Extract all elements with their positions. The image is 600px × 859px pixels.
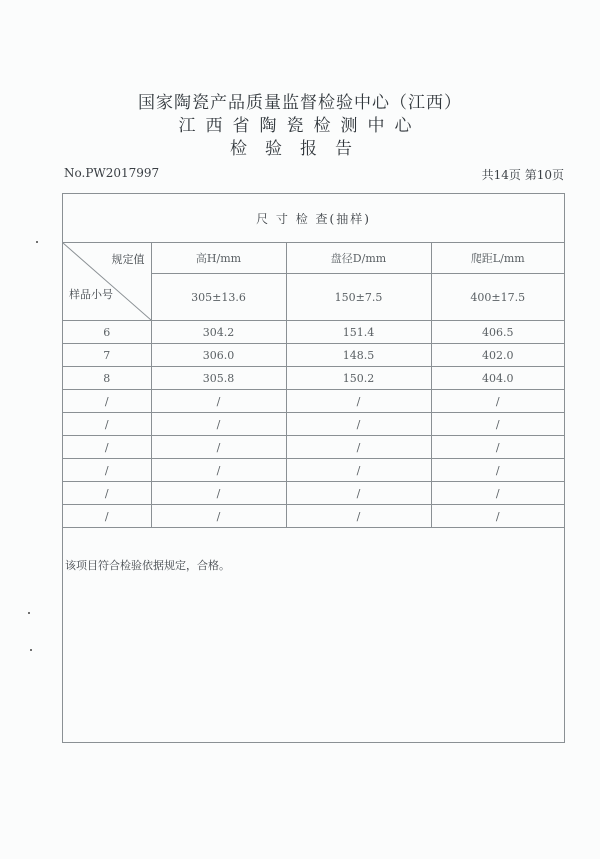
creepage-value: / [431,436,564,459]
creepage-value: / [431,505,564,528]
creepage-value: / [431,482,564,505]
center-name-subtitle: 江西省陶瓷检测中心 [178,116,422,136]
sample-number: / [63,482,151,505]
scan-speck [36,241,38,243]
table-row [63,482,564,505]
sample-number: 8 [63,367,151,390]
diameter-value: / [286,459,431,482]
conclusion-text: 该项目符合检验依据规定，合格。 [65,559,230,572]
creepage-value: / [431,413,564,436]
sample-corner-label: 样品小号 [69,288,113,301]
center-name-title: 国家陶瓷产品质量监督检验中心（江西） [138,93,462,113]
diameter-value: / [286,413,431,436]
diameter-value: / [286,505,431,528]
column-header-creepage: 爬距L/mm [431,243,564,274]
height-value: / [151,413,286,436]
table-row [63,505,564,528]
sample-number: / [63,459,151,482]
creepage-value: / [431,390,564,413]
sample-number: / [63,505,151,528]
sample-number: / [63,390,151,413]
sample-number: / [63,413,151,436]
height-value: 304.2 [151,321,286,344]
sample-number: 7 [63,344,151,367]
column-header-diameter: 盘径D/mm [286,243,431,274]
diameter-value: / [286,436,431,459]
scan-speck [28,612,30,614]
section-title: 尺 寸 检 查(抽样) [63,194,564,243]
diameter-value: 151.4 [286,321,431,344]
height-value: / [151,436,286,459]
table-row [63,390,564,413]
report-number: No.PW2017997 [64,166,160,180]
table-row [63,436,564,459]
height-value: 306.0 [151,344,286,367]
table-row [63,413,564,436]
sample-number: 6 [63,321,151,344]
spec-height: 305±13.6 [151,274,286,321]
height-value: / [151,459,286,482]
table-header-row [63,243,564,274]
height-value: / [151,505,286,528]
report-type-title: 检验报告 [230,139,370,159]
diameter-value: 150.2 [286,367,431,390]
diameter-value: / [286,482,431,505]
table-row [63,459,564,482]
creepage-value: 402.0 [431,344,564,367]
diagonal-header-cell [63,243,151,321]
table-row [63,344,564,367]
sample-number: / [63,436,151,459]
diameter-value: / [286,390,431,413]
column-header-height: 高H/mm [151,243,286,274]
scan-speck [30,649,32,651]
height-value: / [151,390,286,413]
spec-creepage: 400±17.5 [431,274,564,321]
dimension-table [63,242,564,528]
creepage-value: 406.5 [431,321,564,344]
page-counter: 共14页 第10页 [481,168,564,182]
table-row [63,367,564,390]
creepage-value: / [431,459,564,482]
spec-corner-label: 规定值 [111,253,145,266]
spec-diameter: 150±7.5 [286,274,431,321]
creepage-value: 404.0 [431,367,564,390]
inspection-frame [62,193,565,743]
diameter-value: 148.5 [286,344,431,367]
height-value: / [151,482,286,505]
height-value: 305.8 [151,367,286,390]
table-row [63,321,564,344]
